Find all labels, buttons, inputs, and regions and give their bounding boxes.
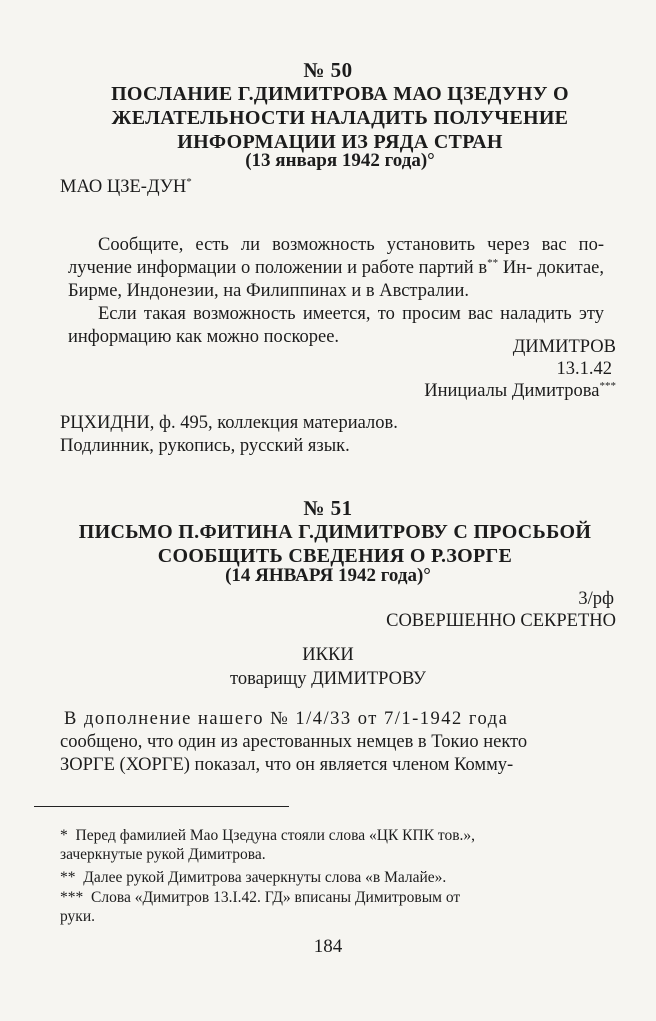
doc50-paragraph-1 [68, 234, 604, 303]
doc51-title [40, 520, 630, 568]
footnote-text: Слова «Димитров 13.I.42. ГД» вписаны Димитровым от [91, 889, 461, 906]
text-line: В дополнение нашего № 1/4/33 от 7/1-1942 года [64, 709, 509, 729]
doc50-signature-date: 13.1.42 [556, 359, 612, 379]
footnote-mark: *** [599, 379, 616, 392]
doc51-body [60, 708, 604, 777]
addressee-text: МАО ЦЗЕ-ДУН [60, 177, 187, 197]
doc51-ref: 3/рф [578, 589, 614, 609]
initials-text: Инициалы Димитрова [424, 381, 600, 401]
text-line: Ин- [498, 258, 533, 278]
footnote-mark: * [60, 827, 68, 844]
doc50-body [68, 234, 604, 349]
footnote-line [60, 826, 606, 845]
text-line: сообщено, что один из арестованных немцев в Токио некто [60, 732, 528, 752]
footnote-text: Далее рукой Димитрова зачеркнуты слова «в Малайе». [83, 869, 447, 886]
doc50-title [60, 82, 620, 154]
doc51-org: ИККИ [302, 645, 354, 665]
text-line: докитае, Бирме, Индонезии, на Филиппинах и в Австралии. [68, 258, 605, 301]
footnote-text: Перед фамилией Мао Цзедуна стояли слова «ЦК КПК тов.», [75, 827, 476, 844]
source-line: Подлинник, рукопись, русский язык. [60, 436, 350, 456]
doc51-title-line: СООБЩИТЬ СВЕДЕНИЯ О Р.ЗОРГЕ [157, 545, 513, 567]
footnote-line: руки. [60, 908, 95, 925]
doc50-date: (13 января 1942 года)° [245, 150, 435, 171]
text-line: Если такая возможность имеется, то просим вас наладить [98, 304, 572, 324]
doc50-initials-note [424, 380, 616, 403]
text-line: лучение информации о положении и работе партий в [68, 258, 488, 278]
doc50-source [60, 412, 398, 458]
doc50-title-line: ИНФОРМАЦИИ ИЗ РЯДА СТРАН [177, 131, 503, 153]
footnote-2 [60, 868, 606, 887]
doc51-recipient: товарищу ДИМИТРОВУ [230, 669, 426, 689]
text-line: Сообщите, есть ли возможность установить через вас по- [98, 235, 604, 255]
text-line: ЗОРГЕ (ХОРГЕ) показал, что он является членом Комму- [60, 755, 514, 775]
doc50-number: № 50 [303, 58, 353, 82]
doc50-title-line: ПОСЛАНИЕ Г.ДИМИТРОВА МАО ЦЗЕДУНУ О [111, 83, 569, 105]
doc51-title-line: ПИСЬМО П.ФИТИНА Г.ДИМИТРОВУ С ПРОСЬБОЙ [78, 521, 592, 543]
doc51-date: (14 ЯНВАРЯ 1942 года)° [225, 565, 431, 586]
text-line: эту информацию как можно поскорее. [68, 304, 605, 347]
page-number: 184 [313, 936, 343, 957]
footnote-mark: ** [60, 869, 76, 886]
doc51-classification: СОВЕРШЕННО СЕКРЕТНО [386, 611, 616, 631]
footnote-3 [60, 888, 606, 926]
footnote-divider [34, 806, 289, 807]
doc50-signature: ДИМИТРОВ [512, 337, 616, 357]
footnote-line: зачеркнутые рукой Димитрова. [60, 846, 266, 863]
footnote-line [60, 888, 606, 907]
source-line: РЦХИДНИ, ф. 495, коллекция материалов. [60, 413, 398, 433]
doc51-number: № 51 [303, 496, 353, 520]
footnote-1 [60, 826, 606, 864]
doc50-addressee [60, 176, 192, 199]
doc50-title-line: ЖЕЛАТЕЛЬНОСТИ НАЛАДИТЬ ПОЛУЧЕНИЕ [111, 107, 569, 129]
footnote-mark: ** [487, 256, 499, 269]
footnote-mark: * [186, 175, 192, 188]
footnote-mark: *** [60, 889, 84, 906]
